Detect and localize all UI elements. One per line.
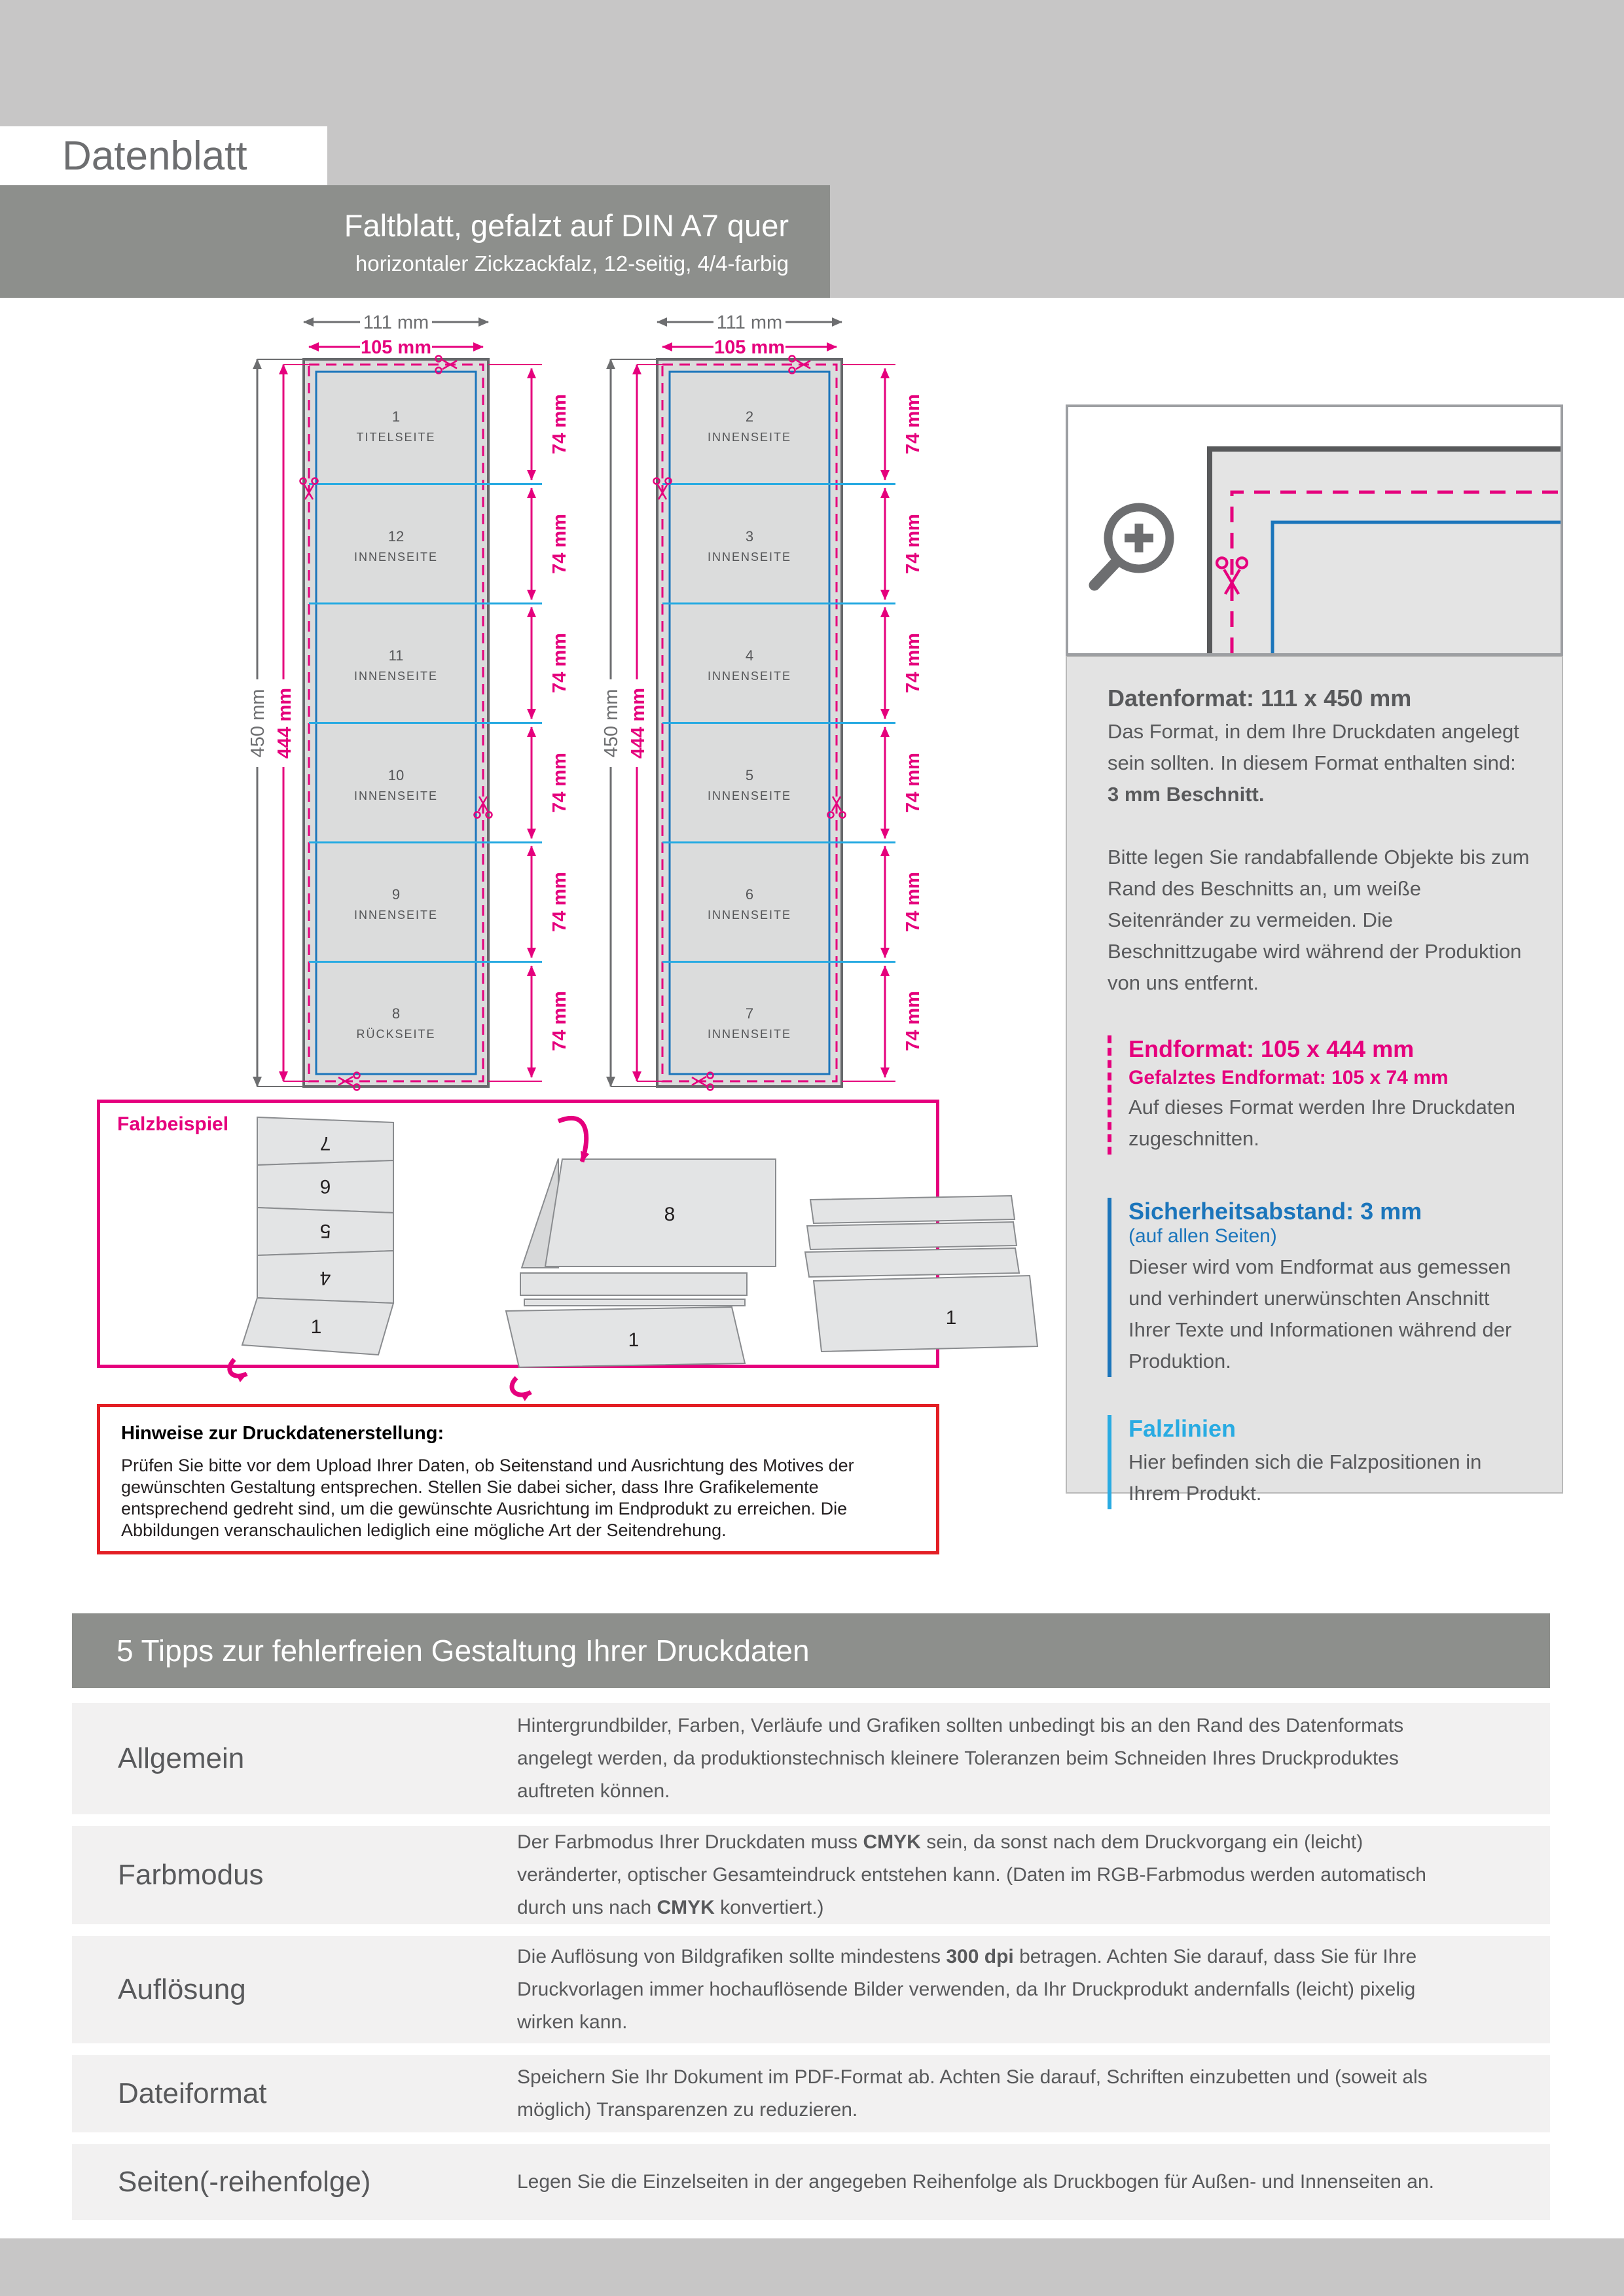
dim-panel-height: 74 mm [549, 394, 570, 454]
panel-label: INNENSEITE [707, 670, 792, 683]
format-info-panel [1066, 656, 1563, 1505]
falzlinien-body: Hier befinden sich die Falzpositionen in Ihrem Produkt. [1128, 1450, 1482, 1505]
dim-panel-height: 74 mm [549, 753, 570, 813]
zoom-detail-box [1066, 404, 1563, 656]
tips-banner [72, 1613, 1550, 1688]
panel-label: INNENSEITE [707, 550, 792, 564]
tip-label: Auflösung [118, 1973, 246, 2005]
panel-number: 3 [745, 528, 754, 545]
tip-text-part: Legen Sie die Einzelseiten in der angegeben Reihenfolge als Druckbogen für Außen- und Innenseiten an. [517, 2171, 1434, 2193]
product-header [0, 185, 830, 298]
fold-step-folded-stack [805, 1196, 1038, 1352]
panel-number: 11 [388, 647, 404, 664]
dim-sheet-height: 450 mm [247, 689, 268, 758]
tip-label: Allgemein [118, 1742, 245, 1774]
fold-panel-number: 7 [319, 1132, 331, 1154]
sicherheitsabstand-subtitle: (auf allen Seiten) [1128, 1225, 1277, 1247]
tip-text [517, 2061, 1550, 2126]
panel-label: INNENSEITE [353, 789, 439, 802]
dim-trim-height: 444 mm [274, 687, 295, 759]
tip-text-part: Hintergrundbilder, Farben, Verläufe und Grafiken sollten unbedingt bis an den Rand des Datenformats angelegt werden, da produktionstechnisch kleinere Toleranzen beim Schneiden Ihres Druckproduktes auftreten können. [517, 1715, 1404, 1802]
tip-text-part: Der Farbmodus Ihrer Druckdaten muss [517, 1831, 863, 1853]
tip-row-dateiformat [72, 2055, 1550, 2132]
panel-number: 12 [388, 528, 405, 545]
panel-label: INNENSEITE [707, 1028, 792, 1041]
dim-panel-height: 74 mm [549, 872, 570, 932]
page-title-box [0, 126, 327, 185]
endformat-title: Endformat: 105 x 444 mm [1128, 1035, 1415, 1062]
dim-trim-width: 105 mm [360, 337, 432, 358]
panel-number: 4 [745, 647, 754, 664]
tip-text-part: betragen. Achten Sie darauf, dass Sie für Ihre Druckvorlagen immer hochauflösende Bilder verwenden, da Ihr Druckprodukt andernfalls (leicht) pixelig wirken kann. [517, 1946, 1417, 2033]
panel-number: 5 [745, 767, 754, 783]
tip-text [517, 2166, 1550, 2198]
zoom-detail-illustration [1068, 407, 1561, 653]
panel-label: RÜCKSEITE [356, 1028, 436, 1041]
dim-panel-height: 74 mm [549, 991, 570, 1051]
tips-banner-text: 5 Tipps zur fehlerfreien Gestaltung Ihrer Druckdaten [117, 1634, 810, 1668]
tip-text-bold: 300 dpi [946, 1946, 1014, 1967]
tip-text [517, 1826, 1550, 1924]
datenformat-title: Datenformat: 111 x 450 mm [1108, 685, 1412, 711]
tip-row-allgemein [72, 1703, 1550, 1814]
fold-panel-number: 1 [628, 1329, 640, 1351]
datenformat-body1-bold: 3 mm Beschnitt. [1108, 783, 1265, 806]
product-title: Faltblatt, gefalzt auf DIN A7 quer [344, 207, 789, 243]
tip-text-part: konvertiert.) [714, 1897, 824, 1918]
fold-step-open-strip [230, 1117, 393, 1376]
hinweise-title: Hinweise zur Druckdatenerstellung: [121, 1423, 444, 1444]
panel-number: 8 [391, 1005, 401, 1022]
datenformat-body1-text: Das Format, in dem Ihre Druckdaten angelegt sein sollten. In diesem Format enthalten sind: [1108, 720, 1519, 774]
falzlinien-title: Falzlinien [1128, 1415, 1236, 1442]
tip-row-seitenreihenfolge [72, 2144, 1550, 2220]
tip-text-part: Speichern Sie Ihr Dokument im PDF-Format ab. Achten Sie darauf, Schriften einzubetten und (soweit als möglich) Transparenzen zu reduzieren. [517, 2066, 1428, 2121]
datenformat-body1 [1108, 716, 1530, 810]
fold-panel-number: 5 [319, 1220, 331, 1242]
panel-number: 1 [391, 408, 401, 425]
panel-label: TITELSEITE [356, 431, 436, 444]
sicherheitsabstand-title: Sicherheitsabstand: 3 mm [1128, 1198, 1422, 1225]
panel-number: 6 [745, 886, 754, 903]
panel-label: INNENSEITE [353, 670, 439, 683]
falzlinien-block [1108, 1415, 1530, 1509]
sheet-diagrams [229, 301, 988, 1096]
fold-panel-number: 6 [319, 1175, 331, 1197]
panel-number: 2 [745, 408, 754, 425]
panel-label: INNENSEITE [707, 908, 792, 922]
fold-step-half-folded [506, 1118, 776, 1395]
panel-number: 9 [391, 886, 401, 903]
magnifier-plus-icon [1094, 507, 1170, 585]
dim-panel-height: 74 mm [549, 633, 570, 693]
fold-panel-number: 4 [319, 1267, 331, 1289]
product-subtitle: horizontaler Zickzackfalz, 12-seitig, 4/4-farbig [355, 251, 789, 276]
hinweise-body: Prüfen Sie bitte vor dem Upload Ihrer Daten, ob Seitenstand und Ausrichtung des Motives der gewünschten Gestaltung entsprechen. Stellen Sie dabei sicher, dass Ihre Grafikelemente entsprechend gedreht sind, um die gewünschte Ausrichtung im Endprodukt zu erreichen. Die Abbildungen veranschaulichen lediglich eine mögliche Art der Seitendrehung. [121, 1456, 854, 1540]
height-dimensions [247, 359, 309, 1086]
fold-panel-number: 8 [664, 1204, 676, 1225]
endformat-subtitle: Gefalztes Endformat: 105 x 74 mm [1128, 1067, 1449, 1088]
diagram-geometry-right [601, 312, 924, 1090]
tip-label: Seiten(-reihenfolge) [118, 2166, 371, 2198]
fold-example-box [97, 1100, 957, 1368]
datenformat-body2: Bitte legen Sie randabfallende Objekte bis zum Rand des Beschnitts an, um weiße Seitenränder zu vermeiden. Die Beschnittzugabe wird während der Produktion von uns entfernt. [1108, 846, 1530, 994]
tip-text-bold: CMYK [657, 1897, 715, 1918]
dim-sheet-width: 111 mm [363, 312, 429, 333]
tip-text-bold: CMYK [863, 1831, 921, 1853]
page-title: Datenblatt [62, 133, 247, 179]
panel-label: INNENSEITE [353, 550, 439, 564]
tip-text [517, 1710, 1550, 1808]
footer-bar [0, 2238, 1624, 2296]
tip-row-aufloesung [72, 1936, 1550, 2043]
tip-text [517, 1941, 1550, 2039]
width-dimensions [304, 312, 488, 358]
fold-example-illustration [100, 1103, 957, 1365]
tip-text-part: sein, da sonst nach dem Druckvorgang ein (leicht) veränderter, optischer Gesamteindruck entstehen kann. (Daten im RGB-Farbmodus werden automatisch durch uns nach [517, 1831, 1426, 1918]
datenformat-block [1108, 685, 1530, 999]
tip-label: Dateiformat [118, 2077, 267, 2109]
hinweise-box [97, 1404, 939, 1554]
sheet-corner [1210, 449, 1561, 653]
fold-panel-number: 1 [310, 1316, 322, 1338]
tip-label: Farbmodus [118, 1859, 264, 1891]
panel-number: 7 [745, 1005, 754, 1022]
tip-text-part: Die Auflösung von Bildgrafiken sollte mindestens [517, 1946, 947, 1967]
fold-panel-number: 1 [945, 1307, 957, 1329]
dim-panel-height: 74 mm [549, 514, 570, 574]
sicherheitsabstand-body: Dieser wird vom Endformat aus gemessen und verhindert unerwünschten Anschnitt Ihrer Texte und Informationen während der Produktion. [1128, 1255, 1512, 1372]
endformat-block [1108, 1035, 1530, 1155]
diagram-geometry [247, 312, 570, 1090]
tip-row-farbmodus [72, 1826, 1550, 1924]
panel-label: INNENSEITE [707, 431, 792, 444]
fold-example-title: Falzbeispiel [117, 1113, 229, 1135]
endformat-body: Auf dieses Format werden Ihre Druckdaten zugeschnitten. [1128, 1096, 1515, 1150]
panel-label: INNENSEITE [353, 908, 439, 922]
sicherheitsabstand-block [1108, 1198, 1530, 1377]
panel-label: INNENSEITE [707, 789, 792, 802]
panel-number: 10 [388, 767, 405, 783]
